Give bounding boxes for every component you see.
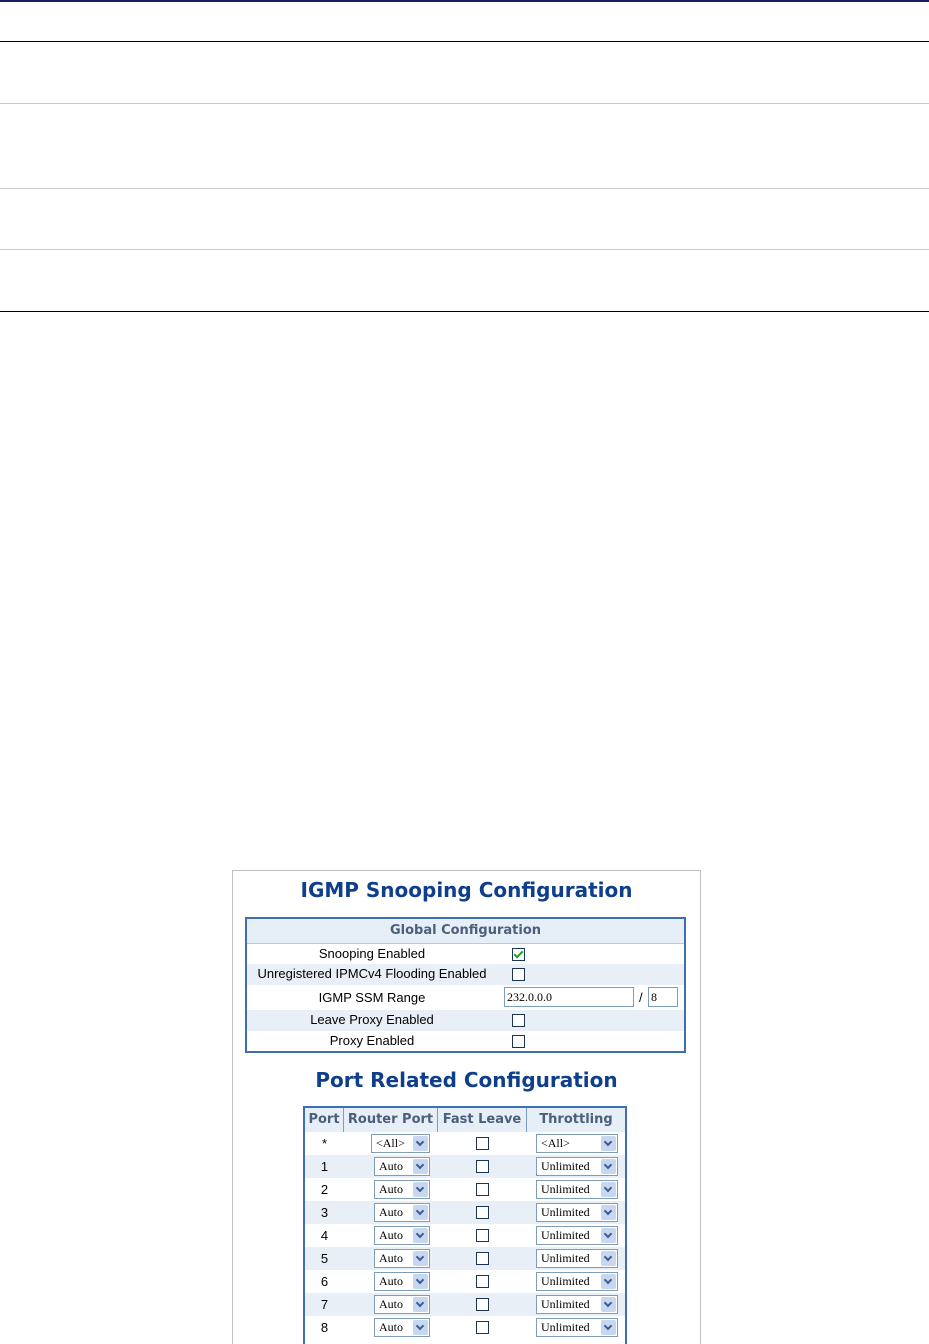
chevron-down-icon[interactable] [601, 1228, 616, 1243]
router-port-select[interactable] [374, 1157, 430, 1176]
table-rule [0, 188, 929, 189]
chevron-down-icon[interactable] [413, 1274, 428, 1289]
throttling-column-header: Throttling [539, 1112, 613, 1127]
snooping-enabled-checkbox[interactable] [512, 948, 525, 961]
chevron-down-icon[interactable] [413, 1159, 428, 1174]
table-rule [0, 103, 929, 104]
table-row [305, 1178, 625, 1201]
table-row [305, 1155, 625, 1178]
chevron-down-icon[interactable] [601, 1274, 616, 1289]
leave-proxy-checkbox[interactable] [512, 1014, 525, 1027]
table-row [305, 1201, 625, 1224]
chevron-down-icon[interactable] [413, 1320, 428, 1335]
router-port-column-header: Router Port [344, 1108, 438, 1132]
table-row [305, 1247, 625, 1270]
port-number: 1 [320, 1159, 329, 1174]
router-port-select[interactable] [374, 1295, 430, 1314]
global-config-header: Global Configuration [247, 919, 684, 944]
throttling-value: Unlimited [541, 1182, 590, 1196]
port-column-header: Port [305, 1108, 344, 1132]
unregistered-flooding-label: Unregistered IPMCv4 Flooding Enabled [257, 966, 487, 981]
page-title: IGMP Snooping Configuration [300, 878, 633, 902]
table-row [305, 1224, 625, 1247]
port-config-table [303, 1106, 627, 1344]
leave-proxy-row [247, 1010, 684, 1031]
router-port-value: Auto [379, 1320, 403, 1334]
throttling-value: <All> [541, 1136, 570, 1150]
table-row [305, 1293, 625, 1316]
table-rule [0, 41, 929, 42]
port-number: 7 [320, 1297, 329, 1312]
chevron-down-icon[interactable] [601, 1182, 616, 1197]
proxy-enabled-label: Proxy Enabled [329, 1033, 415, 1048]
router-port-select[interactable] [374, 1318, 430, 1337]
header-rule [0, 0, 929, 2]
chevron-down-icon[interactable] [413, 1228, 428, 1243]
fast-leave-checkbox[interactable] [476, 1160, 489, 1173]
igmp-config-screenshot [232, 870, 701, 1344]
throttling-select[interactable] [536, 1318, 618, 1337]
throttling-select[interactable] [536, 1226, 618, 1245]
port-number: 5 [320, 1251, 329, 1266]
leave-proxy-label: Leave Proxy Enabled [310, 1012, 434, 1027]
ssm-range-row [247, 985, 684, 1010]
throttling-value: Unlimited [541, 1320, 590, 1334]
router-port-select[interactable] [374, 1226, 430, 1245]
chevron-down-icon[interactable] [601, 1159, 616, 1174]
fast-leave-checkbox[interactable] [476, 1321, 489, 1334]
chevron-down-icon[interactable] [601, 1251, 616, 1266]
table-rule [0, 249, 929, 250]
proxy-enabled-row [247, 1031, 684, 1052]
router-port-value: Auto [379, 1297, 403, 1311]
router-port-select[interactable] [374, 1180, 430, 1199]
fast-leave-checkbox[interactable] [476, 1206, 489, 1219]
router-port-select[interactable] [374, 1203, 430, 1222]
chevron-down-icon[interactable] [413, 1136, 428, 1151]
port-number: * [321, 1136, 328, 1151]
throttling-select[interactable] [536, 1134, 618, 1153]
throttling-select[interactable] [536, 1272, 618, 1291]
router-port-value: Auto [379, 1251, 403, 1265]
router-port-value: Auto [379, 1228, 403, 1242]
ssm-prefix-input[interactable]: 8 [648, 987, 678, 1007]
fast-leave-checkbox[interactable] [476, 1229, 489, 1242]
throttling-select[interactable] [536, 1295, 618, 1314]
throttling-value: Unlimited [541, 1205, 590, 1219]
chevron-down-icon[interactable] [601, 1297, 616, 1312]
table-row [305, 1270, 625, 1293]
fast-leave-checkbox[interactable] [476, 1298, 489, 1311]
global-config-table [245, 917, 686, 1053]
router-port-value: Auto [379, 1159, 403, 1173]
fast-leave-column-header: Fast Leave [438, 1108, 527, 1132]
fast-leave-checkbox[interactable] [476, 1252, 489, 1265]
table-row [305, 1316, 625, 1339]
router-port-select[interactable] [374, 1249, 430, 1268]
port-number: 2 [320, 1182, 329, 1197]
chevron-down-icon[interactable] [601, 1205, 616, 1220]
port-number: 8 [320, 1320, 329, 1335]
chevron-down-icon[interactable] [413, 1205, 428, 1220]
port-section-title: Port Related Configuration [315, 1068, 618, 1092]
port-number: 6 [320, 1274, 329, 1289]
fast-leave-checkbox[interactable] [476, 1183, 489, 1196]
chevron-down-icon[interactable] [601, 1136, 616, 1151]
unregistered-flooding-checkbox[interactable] [512, 968, 525, 981]
router-port-select[interactable] [371, 1134, 430, 1153]
chevron-down-icon[interactable] [413, 1251, 428, 1266]
snooping-enabled-row [247, 944, 684, 964]
chevron-down-icon[interactable] [601, 1320, 616, 1335]
fast-leave-checkbox[interactable] [476, 1137, 489, 1150]
ssm-range-label: IGMP SSM Range [318, 990, 426, 1005]
chevron-down-icon[interactable] [413, 1182, 428, 1197]
throttling-select[interactable] [536, 1157, 618, 1176]
ssm-address-input[interactable]: 232.0.0.0 [504, 987, 634, 1007]
throttling-value: Unlimited [541, 1228, 590, 1242]
throttling-value: Unlimited [541, 1274, 590, 1288]
router-port-value: <All> [376, 1136, 405, 1150]
snooping-enabled-label: Snooping Enabled [318, 946, 426, 961]
port-number: 4 [320, 1228, 329, 1243]
fast-leave-checkbox[interactable] [476, 1275, 489, 1288]
throttling-value: Unlimited [541, 1251, 590, 1265]
throttling-select[interactable] [536, 1180, 618, 1199]
router-port-value: Auto [379, 1182, 403, 1196]
table-rule [0, 311, 929, 312]
router-port-select[interactable] [374, 1272, 430, 1291]
throttling-value: Unlimited [541, 1297, 590, 1311]
chevron-down-icon[interactable] [413, 1297, 428, 1312]
router-port-value: Auto [379, 1274, 403, 1288]
throttling-select[interactable] [536, 1249, 618, 1268]
throttling-select[interactable] [536, 1203, 618, 1222]
router-port-value: Auto [379, 1205, 403, 1219]
port-table-header [305, 1108, 625, 1132]
proxy-enabled-checkbox[interactable] [512, 1035, 525, 1048]
ssm-separator: / [639, 990, 643, 1005]
port-number: 3 [320, 1205, 329, 1220]
unregistered-flooding-row [247, 964, 684, 985]
table-row [305, 1132, 625, 1155]
throttling-value: Unlimited [541, 1159, 590, 1173]
